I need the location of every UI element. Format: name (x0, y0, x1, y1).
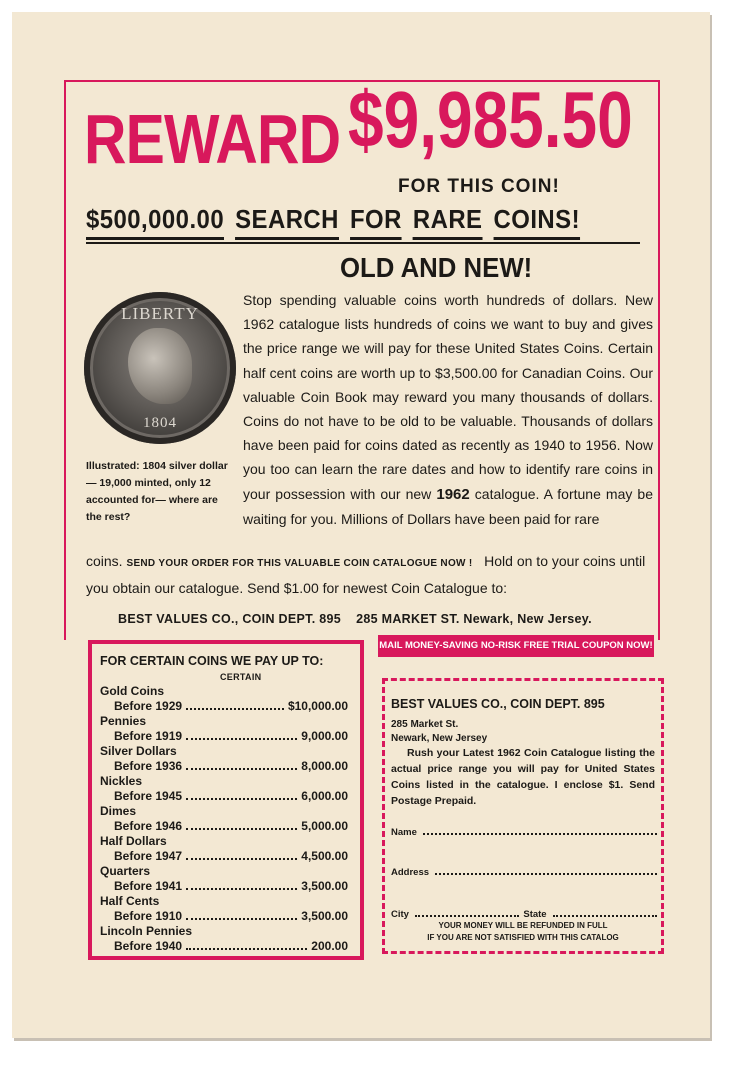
city-label: City (391, 909, 409, 920)
order-callout: SEND YOUR ORDER FOR THIS VALUABLE COIN CATALOGUE NOW ! (126, 558, 473, 569)
old-and-new: OLD AND NEW! (340, 252, 533, 283)
coin-date: Before 1946 (114, 819, 183, 833)
search-word: RARE (413, 204, 483, 240)
search-word: SEARCH (235, 204, 339, 240)
coin-price: 3,500.00 (301, 879, 348, 893)
coin-date: Before 1945 (114, 789, 183, 803)
body-year: 1962 (436, 485, 470, 503)
refund-notice-1: YOUR MONEY WILL BE REFUNDED IN FULL (438, 921, 608, 930)
coupon-city: Newark, New Jersey (391, 733, 488, 744)
ad-body-text (243, 288, 653, 531)
price-list-title: FOR CERTAIN COINS WE PAY UP TO: (100, 654, 324, 668)
coin-date: Before 1929 (114, 699, 183, 713)
coin-date: Before 1941 (114, 879, 183, 893)
coin-type: Pennies (100, 714, 147, 728)
order-end: Hold on to your coins until you obtain our catalogue. Send $1.00 for newest Coin Catalogue to: (86, 553, 646, 596)
order-text (86, 549, 654, 600)
body-part2: catalogue. A fortune may be waiting for you. Millions of Dollars have been paid for rare (243, 485, 654, 527)
coin-type: Half Dollars (100, 834, 167, 848)
coupon-address-field[interactable] (391, 865, 657, 878)
search-word: FOR (350, 204, 402, 240)
price-row (100, 864, 348, 894)
price-row (100, 834, 348, 864)
coin-price: 3,500.00 (301, 909, 348, 923)
coin-price: 200.00 (311, 939, 348, 953)
coin-type: Half Cents (100, 894, 160, 908)
coin-date: Before 1947 (114, 849, 183, 863)
price-row (100, 714, 348, 744)
company-name: BEST VALUES CO., COIN DEPT. 895 (118, 612, 342, 626)
price-row (100, 684, 348, 714)
reward-heading: REWARD (84, 100, 341, 178)
coin-date: Before 1936 (114, 759, 183, 773)
body-part1: Stop spending valuable coins worth hundreds of dollars. New 1962 catalogue lists hundreds of coins we want to buy and gives the price range we will pay for these United States Coins. Certain half cent coins are worth up to $3,500.00 for Canadian Coins. Our valuable Coin Book may reward you many thousands of dollars. Coins do not have to be old to be valuable. Thousands of dollars have been paid for coins dated as recently as 1940 to 1956. Now you too can learn the rare dates and how to identify rare coins in your possession with our new (243, 292, 653, 502)
price-row (100, 744, 348, 774)
coupon-banner: MAIL MONEY-SAVING NO-RISK FREE TRIAL COUPON NOW! (376, 633, 656, 659)
coin-caption: Illustrated: 1804 silver dollar — 19,000 minted, only 12 accounted for— where are the rest? (86, 460, 228, 523)
reward-amount: $9,985.50 (348, 75, 633, 164)
refund-notice-2: IF YOU ARE NOT SATISFIED WITH THIS CATALOG (427, 933, 619, 942)
order-start: coins. (86, 553, 123, 569)
price-row (100, 774, 348, 804)
coupon-name-field[interactable] (391, 825, 657, 838)
search-word: COINS! (494, 204, 580, 240)
coin-price: 8,000.00 (301, 759, 348, 773)
silver-dollar-coin-image (84, 292, 236, 444)
search-word: $500,000.00 (86, 204, 224, 240)
coin-type: Lincoln Pennies (100, 924, 193, 938)
coin-price: $10,000.00 (287, 699, 348, 713)
coin-legend: LIBERTY (121, 304, 199, 323)
order-coupon (382, 678, 664, 954)
company-street: 285 MARKET ST. Newark, New Jersey. (356, 612, 592, 626)
name-label: Name (391, 827, 417, 838)
price-list-box (88, 640, 364, 960)
coupon-body: Rush your Latest 1962 Coin Catalogue listing the actual price range you will pay for United States Coins listed in the catalogue. I enclose $1. Send Postage Prepaid. (391, 747, 655, 807)
coin-type: Silver Dollars (100, 744, 177, 758)
coin-date: Before 1919 (114, 729, 183, 743)
coin-date: Before 1940 (114, 939, 183, 953)
coin-price: 9,000.00 (301, 729, 348, 743)
liberty-head-icon (128, 328, 192, 404)
coin-type: Gold Coins (100, 684, 164, 698)
coin-type: Dimes (100, 804, 137, 818)
coin-price: 6,000.00 (301, 789, 348, 803)
coin-year: 1804 (143, 415, 177, 431)
price-list-subtitle: CERTAIN (220, 672, 262, 682)
company-address (118, 612, 592, 626)
coin-price: 4,500.00 (301, 849, 348, 863)
price-row (100, 894, 348, 924)
coupon-title: BEST VALUES CO., COIN DEPT. 895 (391, 697, 605, 711)
coupon-street: 285 Market St. (391, 719, 459, 730)
price-row (100, 804, 348, 834)
coin-type: Quarters (100, 864, 151, 878)
address-label: Address (391, 867, 430, 878)
for-this-coin: FOR THIS COIN! (398, 176, 560, 197)
coin-date: Before 1910 (114, 909, 183, 923)
coupon-city-state-field[interactable] (391, 907, 657, 920)
coin-price: 5,000.00 (301, 819, 348, 833)
coin-type: Nickles (100, 774, 143, 788)
price-row (100, 924, 348, 954)
state-label: State (523, 909, 547, 920)
headline-rule (86, 242, 640, 244)
search-headline (86, 204, 598, 240)
